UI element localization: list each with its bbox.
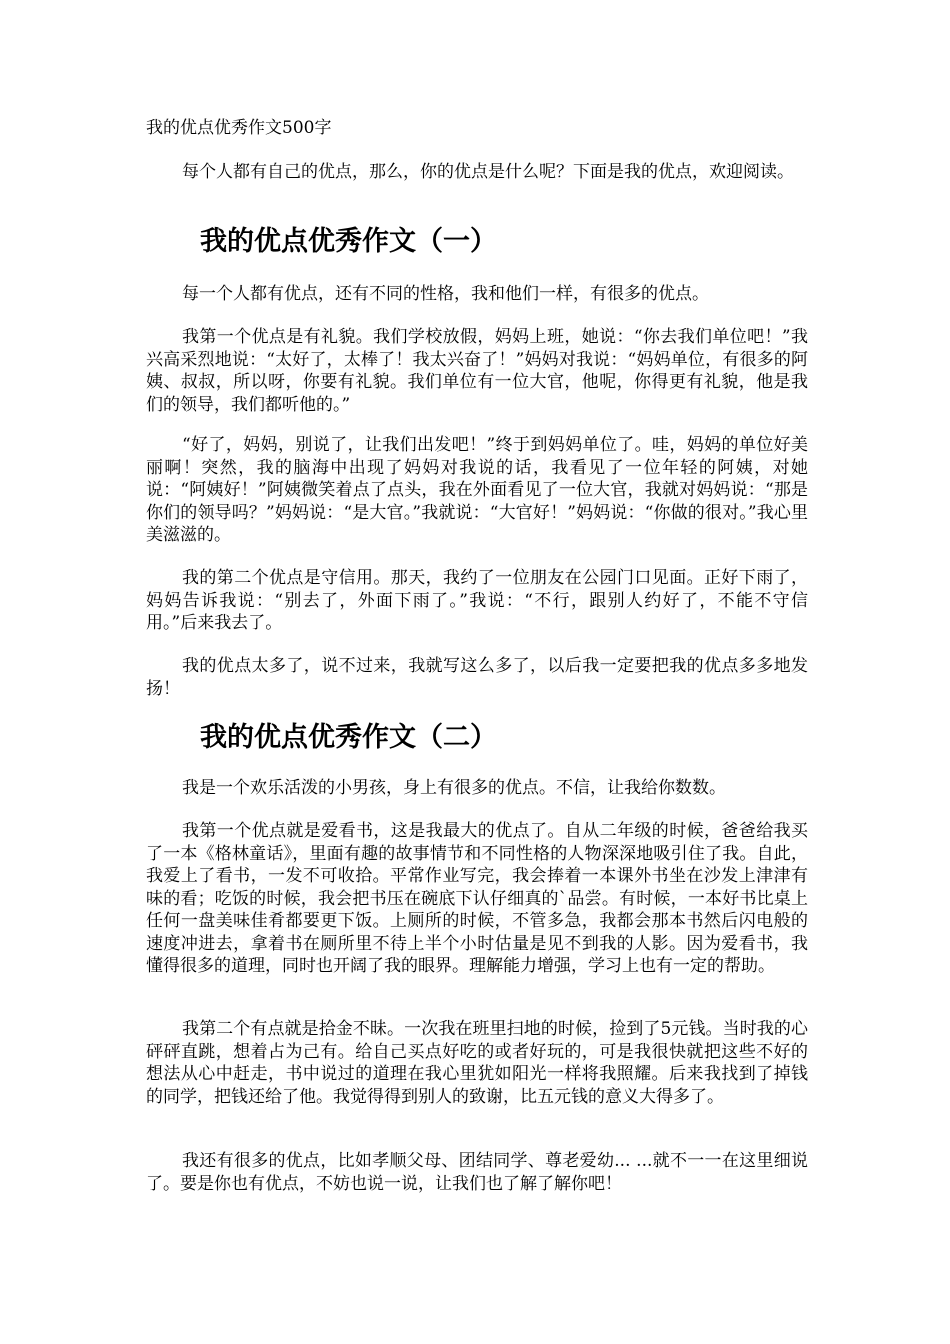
section-2-heading: 我的优点优秀作文（二） <box>200 722 497 753</box>
section-2-paragraph-1: 我是一个欢乐活泼的小男孩，身上有很多的优点。不信，让我给你数数。 <box>182 778 726 798</box>
section-1-paragraph-5: 我的优点太多了，说不过来，我就写这么多了，以后我一定要把我的优点多多地发扬！ <box>146 656 808 699</box>
document-title: 我的优点优秀作文500字 <box>146 118 332 138</box>
section-1-heading: 我的优点优秀作文（一） <box>200 226 497 257</box>
section-1-paragraph-3: “好了，妈妈，别说了，让我们出发吧！”终于到妈妈单位了。哇，妈妈的单位好美丽啊！突然，我的脑海中出现了妈妈对我说的话，我看见了一位年轻的阿姨，对她说：“阿姨好！”阿姨微笑着点了点头，我在外面看见了一位大官，我就对妈妈说：“那是你们的领导吗？”妈妈说：“是大官。”我就说：“大官好！”妈妈说：“你做的很对。”我心里美滋滋的。 <box>146 435 808 545</box>
intro-paragraph: 每个人都有自己的优点，那么，你的优点是什么呢？下面是我的优点，欢迎阅读。 <box>182 162 794 182</box>
section-2-paragraph-3: 我第二个有点就是拾金不昧。一次我在班里扫地的时候，捡到了5元钱。当时我的心砰砰直跳，想着占为己有。给自己买点好吃的或者好玩的，可是我很快就把这些不好的想法从心中赶走，书中说过的道理在我心里犹如阳光一样将我照耀。后来我找到了掉钱的同学，把钱还给了他。我觉得得到别人的致谢，比五元钱的意义大得多了。 <box>146 1019 808 1107</box>
section-1-paragraph-4: 我的第二个优点是守信用。那天，我约了一位朋友在公园门口见面。正好下雨了，妈妈告诉我说：“别去了，外面下雨了。”我说：“不行，跟别人约好了，不能不守信用。”后来我去了。 <box>146 568 808 633</box>
section-2-paragraph-2: 我第一个优点就是爱看书，这是我最大的优点了。自从二年级的时候，爸爸给我买了一本《格林童话》，里面有趣的故事情节和不同性格的人物深深地吸引住了我。自此，我爱上了看书，一发不可收拾。平常作业写完，我会捧着一本课外书坐在沙发上津津有味的看；吃饭的时候，我会把书压在碗底下认仔细真的`品尝。有时候，一本好书比桌上任何一盘美味佳肴都要更下饭。上厕所的时候，不管多急，我都会那本书然后闪电般的速度冲进去，拿着书在厕所里不待上半个小时估量是见不到我的人影。因为爱看书，我懂得很多的道理，同时也开阔了我的眼界。理解能力增强，学习上也有一定的帮助。 <box>146 821 808 976</box>
section-1-paragraph-1: 每一个人都有优点，还有不同的性格，我和他们一样，有很多的优点。 <box>182 284 709 304</box>
section-2-paragraph-4: 我还有很多的优点，比如孝顺父母、团结同学、尊老爱幼... ...就不一一在这里细说了。要是你也有优点，不妨也说一说，让我们也了解了解你吧！ <box>146 1151 808 1194</box>
section-1-paragraph-2: 我第一个优点是有礼貌。我们学校放假，妈妈上班，她说：“你去我们单位吧！”我兴高采烈地说：“太好了，太棒了！我太兴奋了！”妈妈对我说：“妈妈单位，有很多的阿姨、叔叔，所以呀，你要有礼貌。我们单位有一位大官，他呢，你得更有礼貌，他是我们的领导，我们都听他的。” <box>146 327 808 415</box>
